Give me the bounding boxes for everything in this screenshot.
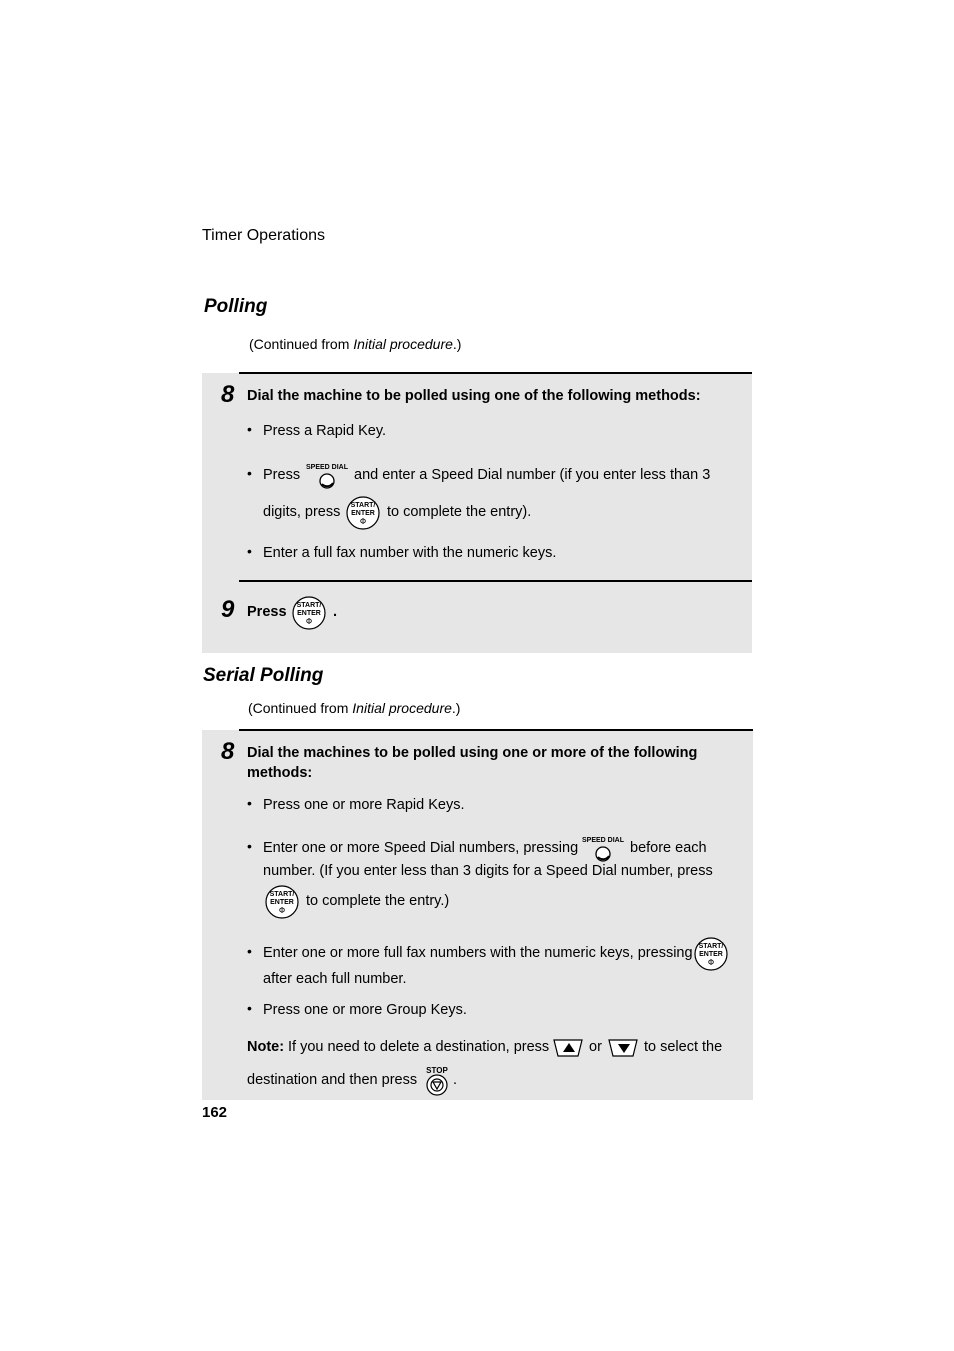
svg-text:Φ: Φ: [359, 517, 367, 526]
bullet-text: after each full number.: [263, 971, 407, 987]
bullet: •: [247, 543, 252, 559]
svg-text:ENTER: ENTER: [297, 610, 321, 617]
step-heading: Press: [247, 604, 287, 620]
svg-text:STOP: STOP: [426, 1066, 448, 1075]
start-enter-key-icon: [693, 937, 727, 971]
bullet-text: before each: [630, 840, 707, 856]
continued-suffix: .): [452, 336, 462, 352]
up-arrow-key-icon: [553, 1038, 585, 1058]
svg-text:START/: START/: [350, 502, 376, 509]
svg-text:START/: START/: [698, 943, 724, 950]
bullet-text: number. (If you enter less than 3 digits for a Speed Dial number, press: [263, 863, 713, 879]
note-text: to select the: [644, 1039, 723, 1055]
continued-link-text: Initial procedure: [353, 336, 453, 352]
bullet-text: to complete the entry).: [387, 504, 532, 520]
start-enter-key-icon: [291, 596, 325, 630]
bullet-text: to complete the entry.): [306, 893, 450, 909]
step-divider: [239, 580, 752, 582]
speed-dial-key-icon: [582, 834, 624, 864]
note-text: destination and then press: [247, 1072, 418, 1088]
continued-suffix: .): [451, 700, 461, 716]
bullet: •: [247, 943, 252, 959]
continued-note: [249, 336, 461, 352]
svg-text:START/: START/: [296, 602, 322, 609]
svg-text:START/: START/: [269, 891, 295, 898]
note-text: or: [589, 1039, 602, 1055]
bullet-text: Press: [263, 467, 301, 483]
step-number: 8: [221, 738, 235, 765]
bullet-text: Press one or more Rapid Keys.: [263, 797, 465, 813]
step-divider: [239, 372, 752, 374]
bullet-text: Enter one or more full fax numbers with the numeric keys, pressing: [263, 945, 693, 961]
bullet-text: and enter a Speed Dial number (if you enter less than 3: [354, 467, 711, 483]
bullet: •: [247, 421, 252, 437]
continued-link-text: Initial procedure: [352, 700, 452, 716]
bullet: •: [247, 838, 252, 854]
step-heading: Dial the machines to be polled using one or more of the following: [247, 745, 698, 761]
svg-text:ENTER: ENTER: [351, 510, 375, 517]
bullet: •: [247, 1000, 252, 1016]
running-header: Timer Operations: [202, 227, 325, 244]
bullet-text: Press a Rapid Key.: [263, 423, 387, 439]
continued-prefix: (Continued from: [249, 336, 354, 352]
bullet: •: [247, 795, 252, 811]
step-heading: Dial the machine to be polled using one of the following methods:: [247, 388, 701, 404]
continued-note: [248, 700, 460, 716]
svg-text:Φ: Φ: [278, 906, 286, 915]
bullet-text: Press one or more Group Keys.: [263, 1002, 467, 1018]
speed-dial-label: SPEED DIAL: [306, 464, 348, 471]
note-text: If you need to delete a destination, press: [288, 1039, 550, 1055]
svg-text:Φ: Φ: [707, 958, 715, 967]
bullet: •: [247, 465, 252, 481]
speed-dial-key-icon: [306, 461, 348, 491]
svg-text:ENTER: ENTER: [270, 899, 294, 906]
down-arrow-key-icon: [608, 1038, 640, 1058]
step-number: 8: [221, 381, 235, 408]
section-title-polling: Polling: [204, 296, 268, 317]
section-title-serial-polling: Serial Polling: [203, 665, 324, 686]
note-label: Note:: [247, 1039, 285, 1055]
continued-prefix: (Continued from: [248, 700, 353, 716]
page-number: 162: [202, 1104, 228, 1121]
note-text: .: [453, 1072, 458, 1088]
svg-text:SPEED DIAL: SPEED DIAL: [582, 837, 624, 844]
start-enter-key-icon: [264, 885, 298, 919]
step-heading: methods:: [247, 765, 313, 781]
bullet-text: Enter one or more Speed Dial numbers, pressing: [263, 840, 579, 856]
start-enter-key-icon: [345, 496, 379, 530]
period: .: [333, 604, 338, 620]
bullet-text: digits, press: [263, 504, 341, 520]
stop-key-icon: [423, 1064, 451, 1098]
step-number: 9: [221, 596, 235, 623]
step-divider: [239, 729, 753, 731]
svg-text:ENTER: ENTER: [699, 951, 723, 958]
svg-text:Φ: Φ: [305, 617, 313, 626]
bullet-text: Enter a full fax number with the numeric keys.: [263, 545, 557, 561]
